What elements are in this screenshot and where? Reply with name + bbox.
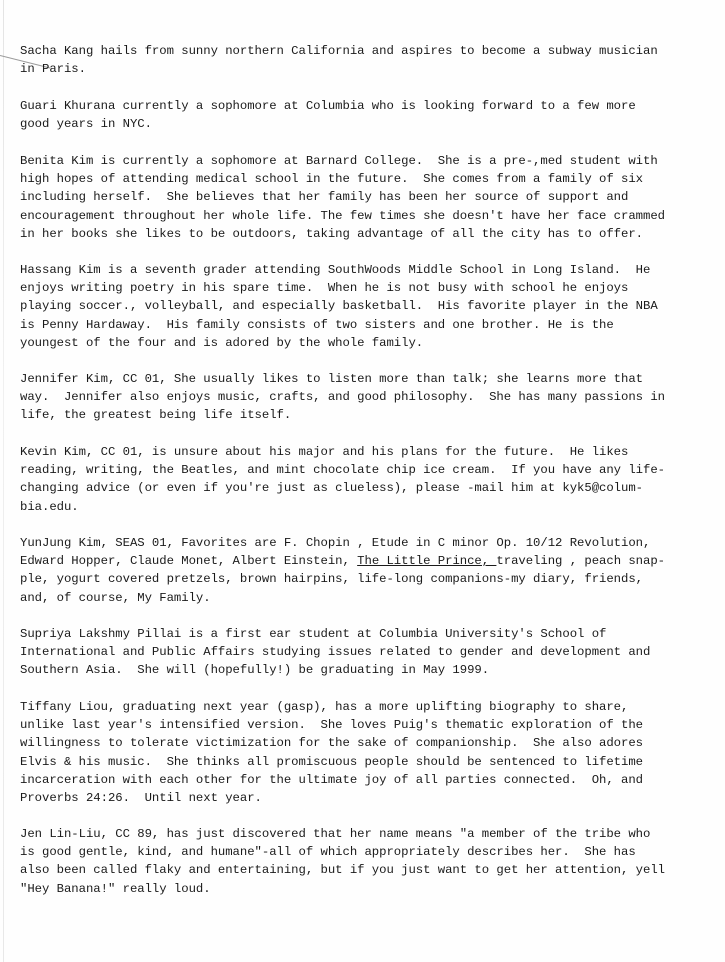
bio-line: International and Public Affairs studying issues related to gender and development and <box>20 645 651 660</box>
bio-tiffany-liou <box>20 698 700 807</box>
bio-line: high hopes of attending medical school in the future. She comes from a family of six <box>20 172 643 187</box>
bio-line: good years in NYC. <box>20 117 152 132</box>
bio-line: bia.edu. <box>20 499 79 514</box>
bio-line: Benita Kim is currently a sophomore at Barnard College. She is a pre-,med student with <box>20 154 658 168</box>
bio-line: Supriya Lakshmy Pillai is a first ear student at Columbia University's School of <box>20 627 607 641</box>
bio-jennifer-kim <box>20 370 700 425</box>
bio-kevin-kim <box>20 443 700 516</box>
bio-line: unlike last year's intensified version. She loves Puig's thematic exploration of the <box>20 718 643 733</box>
bio-line: enjoys writing poetry in his spare time. When he is not busy with school he enjoys <box>20 281 629 296</box>
bio-line: reading, writing, the Beatles, and mint chocolate chip ice cream. If you have any life- <box>20 463 665 478</box>
bio-line: traveling , peach snap- <box>496 554 665 569</box>
bio-line: playing soccer., volleyball, and especially basketball. His favorite player in the NBA <box>20 299 658 314</box>
bio-line: youngest of the four and is adored by the whole family. <box>20 335 424 350</box>
bio-jen-lin-liu <box>20 825 700 898</box>
bio-line: encouragement throughout her whole life. The few times she doesn't have her face crammed <box>20 208 665 223</box>
bio-line: Edward Hopper, Claude Monet, Albert Einstein, <box>20 554 358 569</box>
bio-line: is Penny Hardaway. His family consists of two sisters and one brother. He is the <box>20 317 614 332</box>
bio-line: is good gentle, kind, and humane"-all of which appropriately describes her. She has <box>20 845 636 860</box>
bio-benita-kim <box>20 152 700 243</box>
bio-line: willingness to tolerate victimization for the sake of companionship. She also adores <box>20 736 643 751</box>
bio-line: changing advice (or even if you're just as clueless), please -mail him at kyk5@colum- <box>20 481 643 496</box>
bio-line: YunJung Kim, SEAS 01, Favorites are F. Chopin , Etude in C minor Op. 10/12 Revolution, <box>20 536 651 550</box>
bio-line: Sacha Kang hails from sunny northern California and aspires to become a subway musician <box>20 44 658 58</box>
book-title-underlined: The Little Prince, <box>357 554 497 569</box>
bio-line: Kevin Kim, CC 01, is unsure about his major and his plans for the future. He likes <box>20 445 629 459</box>
bio-line: "Hey Banana!" really loud. <box>20 881 211 896</box>
bio-line: in Paris. <box>20 62 86 77</box>
bio-line: Guari Khurana currently a sophomore at Columbia who is looking forward to a few more <box>20 99 636 113</box>
bio-yunjung-kim <box>20 534 700 607</box>
bio-supriya-pillai <box>20 625 700 680</box>
bio-line: incarceration with each other for the ultimate joy of all parties connected. Oh, and <box>20 772 643 787</box>
bio-guari-khurana <box>20 97 700 133</box>
bio-line: Tiffany Liou, graduating next year (gasp), has a more uplifting biography to share, <box>20 700 629 714</box>
bio-line: Jen Lin-Liu, CC 89, has just discovered that her name means "a member of the tribe who <box>20 827 651 841</box>
bio-line: and, of course, My Family. <box>20 590 211 605</box>
bio-line: life, the greatest being life itself. <box>20 408 292 423</box>
bio-hassang-kim <box>20 261 700 352</box>
bio-line: in her books she likes to be outdoors, taking advantage of all the city has to offer. <box>20 226 643 241</box>
bio-line: Elvis & his music. She thinks all promiscuous people should be sentenced to lifetime <box>20 754 643 769</box>
page-edge-shadow <box>3 0 4 962</box>
bio-line: ple, yogurt covered pretzels, brown hairpins, life-long companions-my diary, friends, <box>20 572 643 587</box>
bio-line: Proverbs 24:26. Until next year. <box>20 791 262 806</box>
bio-line: Southern Asia. She will (hopefully!) be graduating in May 1999. <box>20 663 490 678</box>
bio-line: also been called flaky and entertaining, but if you just want to get her attention, yell <box>20 863 665 878</box>
bio-line: Jennifer Kim, CC 01, She usually likes to listen more than talk; she learns more that <box>20 372 643 386</box>
bio-line: Hassang Kim is a seventh grader attending SouthWoods Middle School in Long Island. He <box>20 263 651 277</box>
bio-line: way. Jennifer also enjoys music, crafts, and good philosophy. She has many passions in <box>20 390 665 405</box>
bio-sacha-kang <box>20 42 700 78</box>
bio-line: including herself. She believes that her family has been her source of support and <box>20 190 629 205</box>
